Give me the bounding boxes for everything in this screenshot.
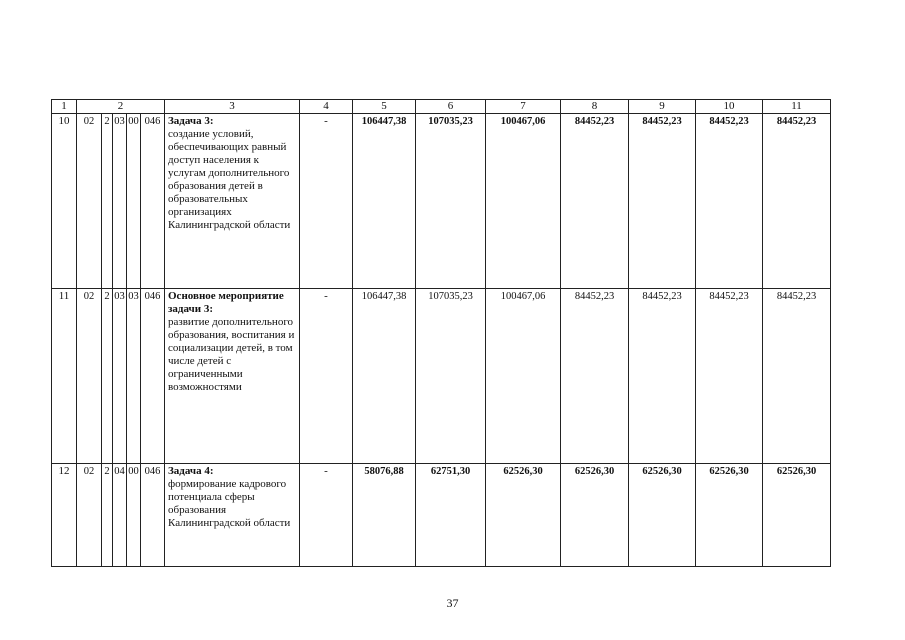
description-text: формирование кадрового потенциала сферы образования Калининградской области xyxy=(168,478,291,529)
header-cell: 6 xyxy=(416,100,486,114)
description-title: Задача 3: xyxy=(168,115,214,127)
page-number: 37 xyxy=(446,596,459,610)
value-cell: 62526,30 xyxy=(486,464,561,567)
header-cell: 5 xyxy=(353,100,416,114)
code-cell: 2 xyxy=(102,114,113,289)
value-cell: 100467,06 xyxy=(486,114,561,289)
header-row xyxy=(52,100,831,114)
code-cell: 03 xyxy=(127,289,141,464)
table-row xyxy=(52,464,831,567)
header-cell: 8 xyxy=(561,100,629,114)
description-cell xyxy=(165,114,300,289)
budget-table xyxy=(51,99,831,567)
code-cell: 2 xyxy=(102,289,113,464)
value-cell: 62526,30 xyxy=(696,464,763,567)
header-cell: 9 xyxy=(629,100,696,114)
code-cell: 02 xyxy=(77,464,102,567)
code-cell: 03 xyxy=(113,289,127,464)
row-number: 12 xyxy=(52,464,77,567)
code-cell: 02 xyxy=(77,289,102,464)
value-cell: 84452,23 xyxy=(763,114,831,289)
row-number: 10 xyxy=(52,114,77,289)
col4-cell: - xyxy=(300,114,353,289)
value-cell: 62751,30 xyxy=(416,464,486,567)
code-cell: 2 xyxy=(102,464,113,567)
value-cell: 84452,23 xyxy=(763,289,831,464)
code-cell: 046 xyxy=(141,114,165,289)
value-cell: 100467,06 xyxy=(486,289,561,464)
description-text: развитие дополнительного образования, воспитания и социализации детей, в том числе детей с ограниченными возможностями xyxy=(168,316,295,393)
code-cell: 00 xyxy=(127,114,141,289)
value-cell: 62526,30 xyxy=(629,464,696,567)
header-cell: 10 xyxy=(696,100,763,114)
col4-cell: - xyxy=(300,464,353,567)
value-cell: 107035,23 xyxy=(416,289,486,464)
code-cell: 03 xyxy=(113,114,127,289)
header-cell: 11 xyxy=(763,100,831,114)
value-cell: 84452,23 xyxy=(629,289,696,464)
value-cell: 84452,23 xyxy=(561,289,629,464)
code-cell: 00 xyxy=(127,464,141,567)
value-cell: 58076,88 xyxy=(353,464,416,567)
header-cell: 1 xyxy=(52,100,77,114)
col4-cell: - xyxy=(300,289,353,464)
code-cell: 046 xyxy=(141,289,165,464)
description-title: Основное мероприятие задачи 3: xyxy=(168,290,284,315)
header-cell: 3 xyxy=(165,100,300,114)
description-cell xyxy=(165,289,300,464)
table-row xyxy=(52,114,831,289)
description-text: создание условий, обеспечивающих равный доступ населения к услугам дополнительного образования детей в образовательных организациях Калининградской области xyxy=(168,128,291,231)
header-cell: 2 xyxy=(77,100,165,114)
table-row xyxy=(52,289,831,464)
description-cell xyxy=(165,464,300,567)
value-cell: 62526,30 xyxy=(561,464,629,567)
value-cell: 107035,23 xyxy=(416,114,486,289)
value-cell: 84452,23 xyxy=(696,114,763,289)
value-cell: 106447,38 xyxy=(353,114,416,289)
code-cell: 02 xyxy=(77,114,102,289)
value-cell: 106447,38 xyxy=(353,289,416,464)
value-cell: 84452,23 xyxy=(629,114,696,289)
description-title: Задача 4: xyxy=(168,465,214,477)
code-cell: 04 xyxy=(113,464,127,567)
value-cell: 62526,30 xyxy=(763,464,831,567)
row-number: 11 xyxy=(52,289,77,464)
value-cell: 84452,23 xyxy=(696,289,763,464)
value-cell: 84452,23 xyxy=(561,114,629,289)
header-cell: 7 xyxy=(486,100,561,114)
code-cell: 046 xyxy=(141,464,165,567)
header-cell: 4 xyxy=(300,100,353,114)
